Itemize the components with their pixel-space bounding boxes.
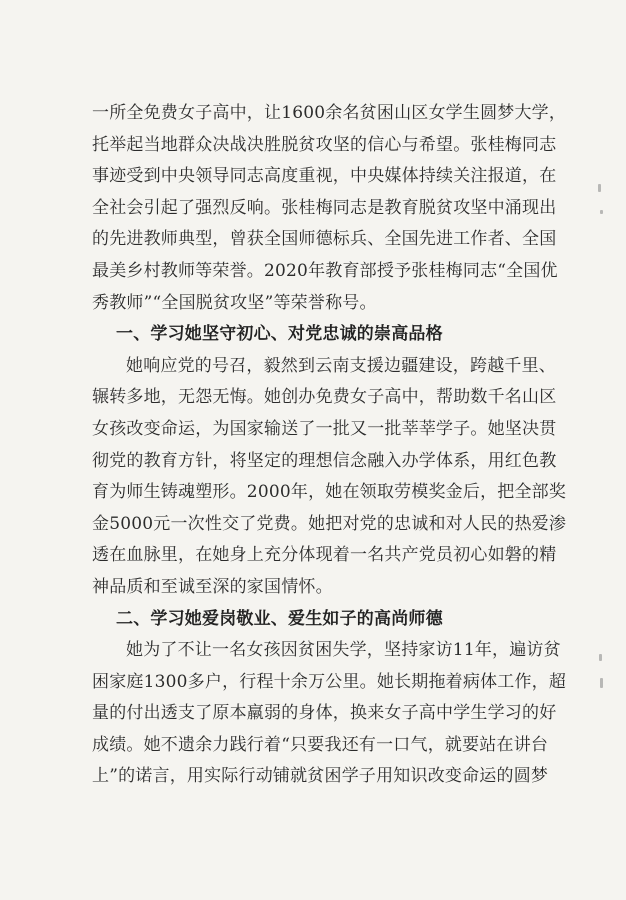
binding-hole-mark: [599, 654, 602, 661]
text-line: 一所全免费女子高中，让1600余名贫困山区女学生圆梦大学，: [92, 103, 567, 123]
paragraph-2: [92, 351, 567, 604]
text-line: 女孩改变命运，为国家输送了一批又一批莘莘学子。她坚决贯: [92, 418, 557, 439]
text-line: 她为了不让一名女孩因贫困失学，坚持家访11年，遍访贫: [126, 640, 561, 661]
text-line: 成绩。她不遗余力践行着“只要我还有一口气，就要站在讲台: [92, 734, 549, 755]
text-line: 上”的诺言，用实际行动铺就贫困学子用知识改变命运的圆梦: [92, 766, 549, 787]
text-line: 彻党的教育方针，将坚定的理想信念融入办学体系，用红色教: [92, 450, 557, 471]
text-line: 的先进教师典型，曾获全国师德标兵、全国先进工作者、全国: [92, 229, 557, 250]
text-line: 事迹受到中央领导同志高度重视，中央媒体持续关注报道，在: [92, 166, 557, 187]
text-line: 她响应党的号召，毅然到云南支援边疆建设，跨越千里、: [126, 355, 556, 376]
section-heading-1: 一、学习她坚守初心、对党忠诚的崇高品格: [116, 324, 443, 345]
text-line: 全社会引起了强烈反响。张桂梅同志是教育脱贫攻坚中涌现出: [92, 197, 557, 218]
paragraph-3: [92, 635, 567, 793]
text-line: 神品质和至诚至深的家国情怀。: [92, 576, 333, 597]
text-line: 金5000元一次性交了党费。她把对党的忠诚和对人民的热爱渗: [92, 513, 567, 534]
section-heading-2: 二、学习她爱岗敬业、爱生如子的高尚师德: [116, 608, 443, 629]
text-line: 透在血脉里，在她身上充分体现着一名共产党员初心如磐的精: [92, 545, 557, 566]
text-line: 秀教师”“全国脱贫攻坚”等荣誉称号。: [92, 292, 377, 313]
binding-hole-mark: [600, 210, 603, 214]
text-line: 量的付出透支了原本羸弱的身体，换来女子高中学生学习的好: [92, 703, 557, 724]
text-line: 辗转多地，无怨无悔。她创办免费女子高中，帮助数千名山区: [92, 387, 557, 408]
binding-hole-mark: [600, 678, 603, 688]
text-line: 困家庭1300多户，行程十余万公里。她长期拖着病体工作，超: [92, 671, 567, 692]
paragraph-1: [92, 98, 567, 319]
text-line: 托举起当地群众决战决胜脱贫攻坚的信心与希望。张桂梅同志: [92, 134, 557, 155]
text-line: 育为师生铸魂塑形。2000年，她在领取劳模奖金后，把全部奖: [92, 482, 567, 503]
text-line: 最美乡村教师等荣誉。2020年教育部授予张桂梅同志“全国优: [92, 260, 558, 281]
binding-hole-mark: [598, 184, 601, 192]
document-body: [92, 98, 567, 793]
